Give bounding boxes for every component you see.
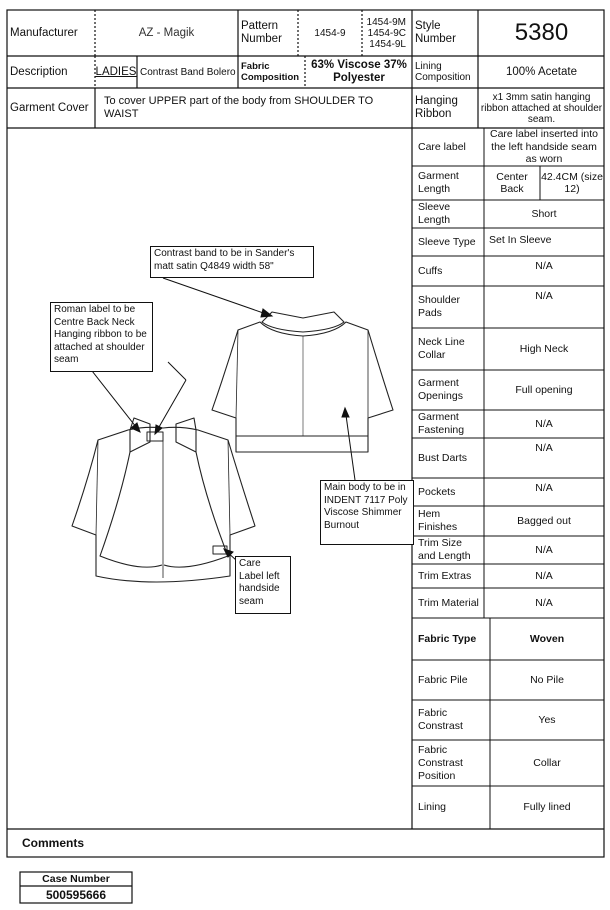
callout-contrast-band: Contrast band to be in Sander's matt satin Q4849 width 58": [150, 246, 314, 278]
garment-cover-value: To cover UPPER part of the body from SHOULDER TO WAIST: [104, 95, 374, 120]
spec-label: Bust Darts: [418, 451, 468, 464]
description-label: Description: [10, 65, 68, 78]
spec-value: Bagged out: [517, 514, 571, 527]
pattern-variant: 1454-9M: [366, 16, 406, 28]
spec-value: N/A: [535, 543, 553, 556]
spec-label: Sleeve Length: [418, 201, 451, 226]
spec-value: Collar: [533, 756, 561, 769]
description-category: LADIES: [95, 65, 137, 78]
lining-composition-label: Lining Composition: [415, 61, 471, 83]
spec-label: Garment Fastening: [418, 411, 465, 436]
spec-value: Yes: [538, 713, 556, 726]
garment-cover-label: Garment Cover: [10, 101, 89, 114]
spec-label: Lining: [418, 801, 447, 813]
spec-value-secondary: 42.4CM (size 12): [541, 170, 603, 195]
spec-value: Care label inserted into the left handside seam as worn: [490, 128, 598, 166]
spec-label: Sleeve Type: [418, 235, 476, 248]
spec-label: Cuffs: [418, 264, 443, 277]
spec-label: Garment Length: [418, 170, 459, 195]
spec-label: Shoulder Pads: [418, 294, 461, 319]
pattern-variant: 1454-9L: [369, 38, 406, 50]
fabric-composition-value: 63% Viscose 37% Polyester: [311, 59, 407, 84]
spec-value: N/A: [535, 417, 553, 430]
callout-main-body: Main body to be in INDENT 7117 Poly Viscose Shimmer Burnout: [320, 480, 414, 545]
spec-label: Fabric Type: [418, 632, 477, 645]
spec-value: Fully lined: [523, 801, 571, 814]
callout-care-label: Care Label left handside seam: [235, 556, 291, 614]
back-view-body: [212, 322, 393, 452]
spec-label: Trim Material: [418, 596, 479, 609]
spec-label: Fabric Pile: [418, 673, 468, 686]
spec-label: Garment Openings: [418, 377, 463, 402]
pattern-variant: 1454-9C: [367, 27, 406, 39]
spec-value: N/A: [535, 482, 553, 494]
lining-composition-value: 100% Acetate: [506, 65, 577, 78]
spec-value: Set In Sleeve: [489, 234, 552, 246]
manufacturer-label: Manufacturer: [10, 26, 78, 39]
front-view-body: [72, 427, 255, 582]
spec-value: High Neck: [519, 342, 569, 355]
spec-value: Short: [531, 207, 557, 220]
manufacturer-value: AZ - Magik: [138, 26, 195, 39]
spec-value: Center Back: [496, 170, 528, 195]
hanging-ribbon-label: Hanging Ribbon: [415, 95, 458, 120]
spec-label: Fabric Constrast Position: [418, 743, 463, 782]
spec-label: Trim Extras: [418, 569, 472, 582]
spec-label: Hem Finishes: [418, 508, 458, 533]
case-number-value: 500595666: [45, 887, 107, 902]
description-value: Contrast Band Bolero: [140, 66, 236, 78]
style-number-label: Style Number: [415, 20, 456, 45]
spec-value: N/A: [535, 260, 553, 272]
style-number-value: 5380: [514, 19, 569, 46]
spec-label: Trim Size and Length: [418, 537, 471, 562]
spec-value: Woven: [529, 632, 565, 645]
pattern-number-value: 1454-9: [314, 27, 346, 39]
spec-value: N/A: [535, 596, 553, 609]
spec-value: No Pile: [530, 673, 564, 686]
spec-value: Full opening: [515, 383, 573, 396]
spec-value: N/A: [535, 569, 553, 582]
spec-label: Care label: [418, 140, 466, 153]
spec-label: Pockets: [418, 485, 456, 498]
spec-value: N/A: [535, 442, 553, 454]
spec-label: Neck Line Collar: [418, 336, 465, 361]
hanging-ribbon-value: x1 3mm satin hanging ribbon attached at shoulder seam.: [480, 91, 603, 125]
pattern-number-label: Pattern Number: [241, 20, 282, 45]
spec-value: N/A: [535, 290, 553, 302]
comments-label: Comments: [22, 836, 85, 850]
callout-roman-label: Roman label to be Centre Back Neck Hanging ribbon to be attached at shoulder seam: [50, 302, 153, 372]
fabric-composition-label: Fabric Composition: [241, 61, 300, 83]
case-number-label: Case Number: [42, 873, 110, 885]
spec-label: Fabric Constrast: [418, 707, 463, 732]
